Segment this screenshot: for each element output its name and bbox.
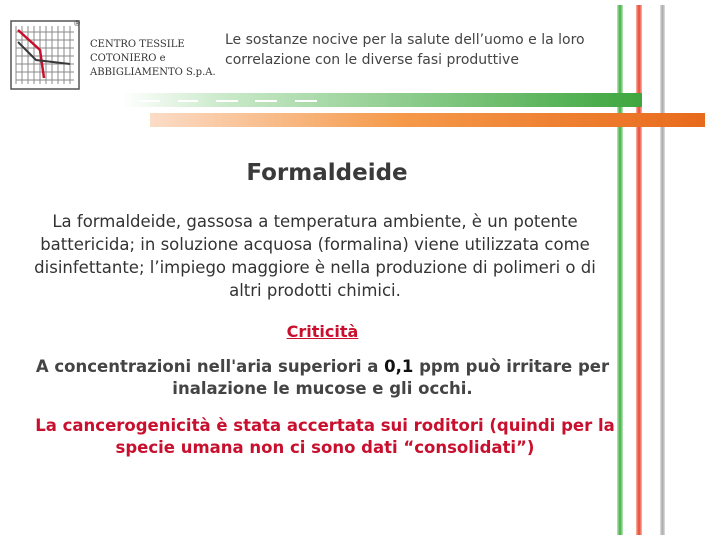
registered-mark: ® [73, 19, 81, 28]
intro-paragraph: La formaldeide, gassosa a temperatura ambiente, è un potente battericida; in soluzione acquosa (formalina) viene utilizzata come disinfettante; l’impiego maggiore è nella produzione di polimeri o di altri prodotti chimici. [34, 212, 596, 300]
criticita-heading: Criticità [286, 322, 359, 341]
bar-notch [140, 100, 160, 102]
bar-notch [295, 100, 317, 102]
company-name [90, 38, 216, 80]
company-logo [10, 20, 80, 90]
bar-notch [216, 100, 238, 102]
vertical-grey-bar [660, 5, 665, 535]
horizontal-orange-bar [150, 113, 705, 127]
page-title-text: Formaldeide [246, 160, 408, 186]
bar-notch [178, 100, 198, 102]
concentration-text-pre: A concentrazioni nell'aria superiori a [35, 357, 385, 376]
horizontal-green-bar [122, 93, 642, 107]
concentration-text-post: ppm può irritare per inalazione le mucose e gli occhi. [172, 357, 610, 398]
concentration-value: 0,1 [384, 357, 414, 376]
company-line: ABBIGLIAMENTO S.p.A. [90, 67, 216, 78]
company-line: CENTRO TESSILE [90, 39, 185, 50]
header-title: Le sostanze nocive per la salute dell’uomo e la loro correlazione con le diverse fasi produttive [225, 32, 585, 68]
bar-notch [255, 100, 277, 102]
vertical-red-bar [636, 5, 642, 535]
page-title [0, 160, 720, 186]
company-line: COTONIERO e [90, 53, 166, 64]
concentration-paragraph [20, 356, 625, 400]
cancer-note: La cancerogenicità è stata accertata sui roditori (quindi per la specie umana non ci sono dati “consolidati”) [35, 416, 615, 457]
